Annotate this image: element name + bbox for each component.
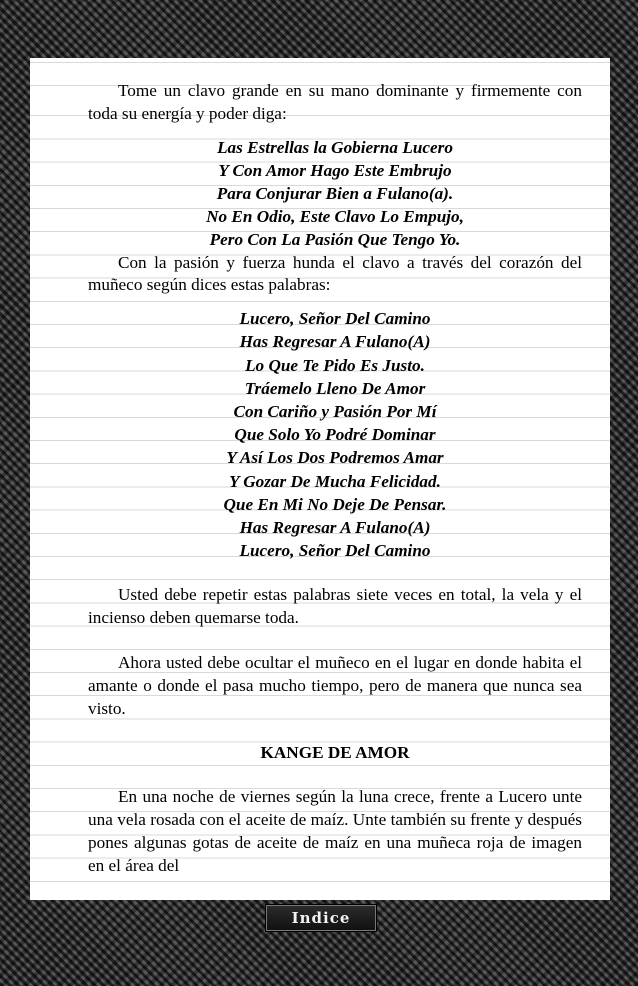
verse-line: Lo Que Te Pido Es Justo. <box>245 355 425 375</box>
verse-line: Y Con Amor Hago Este Embrujo <box>218 160 452 180</box>
verse-block-2 <box>88 307 582 562</box>
page-content <box>88 80 582 878</box>
verse-line: Pero Con La Pasión Que Tengo Yo. <box>209 230 461 250</box>
verse-line: Que Solo Yo Podré Dominar <box>234 425 436 445</box>
verse-line: Para Conjurar Bien a Fulano(a). <box>216 184 454 203</box>
verse-line: Con Cariño y Pasión Por Mí <box>233 402 437 422</box>
verse-line: Las Estrellas la Gobierna Lucero <box>217 137 453 157</box>
verse-line: Lucero, Señor Del Camino <box>239 309 431 329</box>
verse-block-1 <box>88 136 582 252</box>
paragraph-3: Usted debe repetir estas palabras siete veces en total, la vela y el incienso deben quemarse toda. <box>88 585 582 628</box>
paragraph-5: En una noche de viernes según la luna crece, frente a Lucero unte una vela rosada con el aceite de maíz. Unte también su frente y después pones algunas gotas de aceite de maíz en una muñeca roja de imagen en el área del <box>88 787 582 875</box>
verse-line: Tráemelo Lleno De Amor <box>244 378 426 398</box>
verse-line: Has Regresar A Fulano(A) <box>239 332 431 352</box>
verse-line: Que En Mi No Deje De Pensar. <box>223 494 447 514</box>
verse-line: Y Gozar De Mucha Felicidad. <box>229 471 441 491</box>
verse-line: Lucero, Señor Del Camino <box>239 541 431 561</box>
section-heading: KANGE DE AMOR <box>260 743 410 763</box>
paragraph-1: Tome un clavo grande en su mano dominante y firmemente con toda su energía y poder diga: <box>88 81 582 123</box>
verse-line: Y Así Los Dos Podremos Amar <box>226 448 444 468</box>
paragraph-2: Con la pasión y fuerza hunda el clavo a través del corazón del muñeco según dices estas palabras: <box>88 252 582 295</box>
paragraph-4: Ahora usted debe ocultar el muñeco en el lugar en donde habita el amante o donde el pasa mucho tiempo, pero de manera que nunca sea visto. <box>88 653 582 718</box>
verse-line: No En Odio, Este Clavo Lo Empujo, <box>206 207 464 227</box>
indice-button[interactable]: Indice <box>266 905 376 931</box>
verse-line: Has Regresar A Fulano(A) <box>239 518 431 538</box>
document-page <box>30 58 610 900</box>
